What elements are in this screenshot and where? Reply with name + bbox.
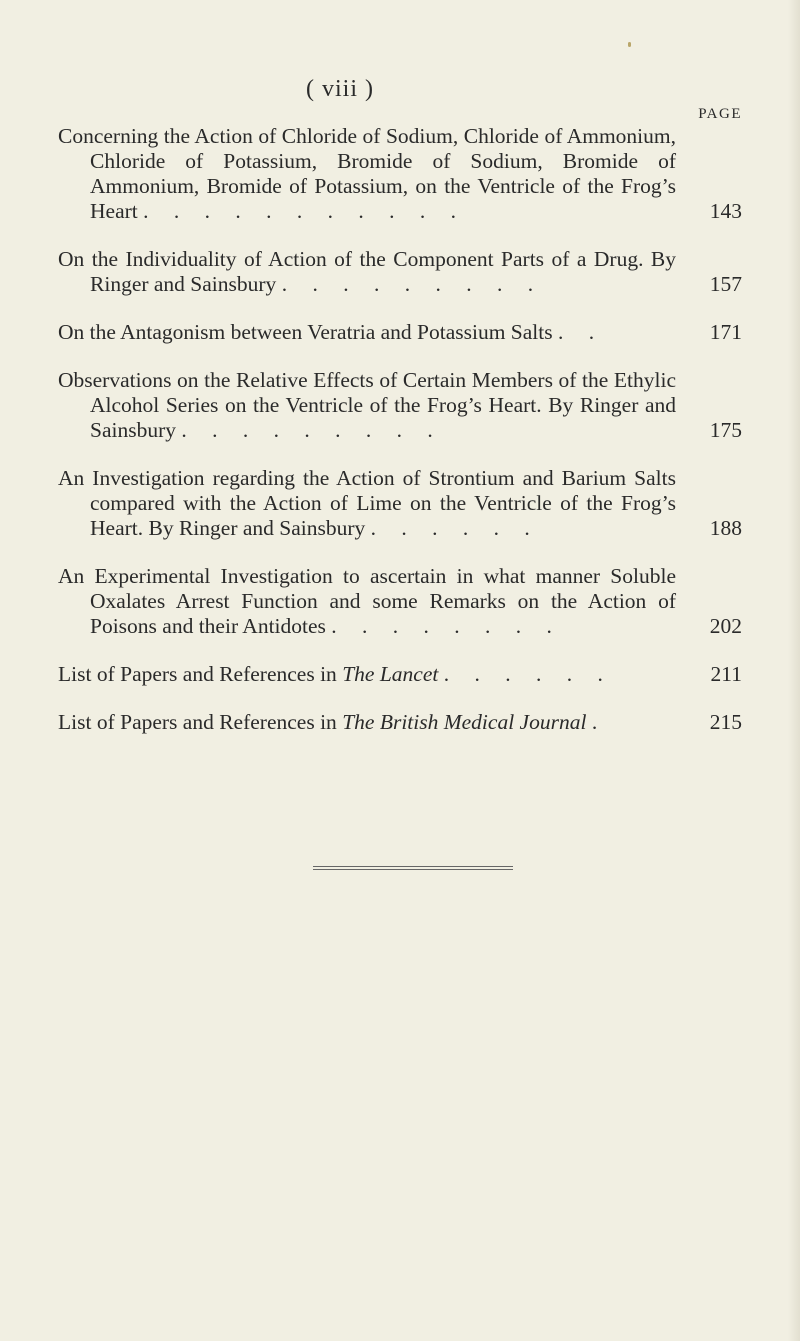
page-number: ( viii ) <box>306 76 374 102</box>
page-column-label: PAGE <box>698 106 742 122</box>
toc-entry <box>58 368 742 443</box>
toc-entry <box>58 320 742 345</box>
table-of-contents <box>58 124 742 758</box>
toc-entry <box>58 124 742 224</box>
toc-page-number: 157 <box>709 272 742 296</box>
toc-entry-text <box>58 368 742 443</box>
toc-leader-dots: . . . . . . . . <box>331 614 562 638</box>
toc-page-number: 211 <box>710 662 742 686</box>
toc-leader-dots: . . . . . . . . . <box>181 418 443 442</box>
toc-journal-title: The Lancet <box>342 662 439 686</box>
toc-entry-text <box>58 466 742 541</box>
toc-leader-dots: . . . . . . . . . . . <box>143 199 466 223</box>
toc-entry-title: Concerning the Action of Chloride of Sodium, Chloride of Ammonium, Chloride of Potassium, Bromide of Sodium, Bromide of Ammonium, Bromide of Potassium, on the Ventricle of the Frog’s Heart <box>58 124 676 223</box>
toc-leader-dots: . . . . . . <box>370 516 540 540</box>
toc-page-number: 175 <box>709 418 742 442</box>
toc-entry-title: List of Papers and References in <box>58 662 343 686</box>
toc-leader-dots: . . . . . . <box>443 662 613 686</box>
end-rule-top <box>313 866 513 867</box>
toc-entry-text <box>58 124 742 224</box>
toc-entry <box>58 247 742 297</box>
toc-journal-title: The British Medical Journal <box>342 710 587 734</box>
toc-entry <box>58 466 742 541</box>
page-edge-shadow <box>788 0 800 1341</box>
toc-page-number: 171 <box>709 320 742 344</box>
toc-entry-title: List of Papers and References in <box>58 710 343 734</box>
toc-entry-text <box>58 564 742 639</box>
toc-leader-dots: . <box>591 710 608 734</box>
toc-page-number: 143 <box>709 199 742 223</box>
toc-entry-title: An Investigation regarding the Action of Strontium and Barium Salts compared with the Action of Lime on the Ventricle of the Frog’s Heart. By Ringer and Sainsbury <box>58 466 676 540</box>
end-rule-bottom <box>313 869 513 870</box>
toc-leader-dots: . . <box>558 320 605 344</box>
toc-entry <box>58 710 742 735</box>
toc-leader-dots: . . . . . . . . . <box>281 272 544 296</box>
toc-entry-text <box>58 662 742 687</box>
toc-page-number: 215 <box>709 710 742 734</box>
toc-entry-title: On the Antagonism between Veratria and Potassium Salts <box>58 320 553 344</box>
toc-entry-title: On the Individuality of Action of the Component Parts of a Drug. By Ringer and Sainsbury <box>58 247 676 296</box>
toc-page-number: 202 <box>709 614 742 638</box>
paper-speck <box>628 42 631 47</box>
toc-entry-text <box>58 247 742 297</box>
toc-entry-title: Observations on the Relative Effects of Certain Members of the Ethylic Alcohol Series on the Ventricle of the Frog’s Heart. By Ringer and Sainsbury <box>58 368 676 442</box>
toc-entry <box>58 662 742 687</box>
toc-entry-title: An Experimental Investigation to ascertain in what manner Soluble Oxalates Arrest Function and some Remarks on the Action of Poisons and their Antidotes <box>58 564 676 638</box>
toc-entry <box>58 564 742 639</box>
toc-entry-text <box>58 710 742 735</box>
toc-page-number: 188 <box>709 516 742 540</box>
toc-entry-text <box>58 320 742 345</box>
